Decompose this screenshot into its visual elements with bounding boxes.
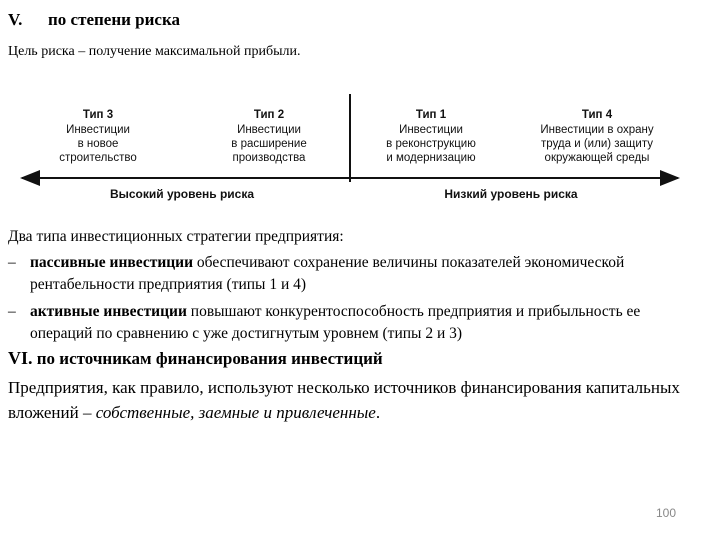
type-line: Инвестиции [399,124,463,136]
section-heading-6 [8,348,383,369]
type-name: Тип 4 [581,109,613,121]
type-line: в новое [77,138,119,150]
type-line: в реконструкцию [386,138,476,150]
summary-text: Предприятия, как правило, используют несколько источников финансирования капитальных вложений – [8,378,680,422]
risk-goal-text: Цель риска – получение максимальной прибыли. [8,44,301,59]
bullet-dash: – [8,303,16,320]
type-line: Инвестиции в охрану [540,124,654,136]
bullet-term: пассивные инвестиции [30,254,194,271]
type-line: строительство [59,152,137,164]
type-line: производства [232,152,306,164]
high-risk-label: Высокий уровень риска [109,187,255,201]
type-block-2 [231,109,306,164]
type-line: Инвестиции [66,124,130,136]
type-line: и модернизацию [386,152,476,164]
section-number: VI. [8,348,33,368]
bullet-term: активные инвестиции [30,303,187,320]
summary-end: . [375,403,381,422]
page-number: 100 [656,506,677,520]
type-block-4 [540,109,654,164]
list-item-passive [8,252,688,296]
type-name: Тип 2 [253,109,285,121]
type-line: в расширение [231,138,307,150]
strategies-intro: Два типа инвестиционных стратегии предприятия: [8,228,344,245]
type-line: труда и (или) защиту [541,138,653,150]
type-line: Инвестиции [237,124,301,136]
section-title: по источникам финансирования инвестиций [36,349,383,368]
section-heading-5 [8,10,180,30]
type-name: Тип 3 [82,109,114,121]
type-line: окружающей среды [544,152,650,164]
bullet-text: обеспечивают сохранение величины показателей экономической рентабельности предприятия (типы 1 и 4) [30,254,625,293]
summary-sources: собственные, заемные и привлеченные [95,403,376,422]
risk-level-diagram [18,90,682,212]
type-name: Тип 1 [415,109,447,121]
list-item-active [8,301,688,345]
type-block-3 [59,109,136,164]
bullet-dash: – [8,254,16,271]
bullet-text: повышают конкурентоспособность предприятия и прибыльность ее операций по сравнению с уже достигнутым уровнем (типы 2 и 3) [30,303,641,342]
low-risk-label: Низкий уровень риска [444,187,578,201]
section-title: по степени риска [48,10,180,29]
financing-summary [8,375,708,425]
section-number: V. [8,10,23,29]
type-block-1 [386,109,476,164]
